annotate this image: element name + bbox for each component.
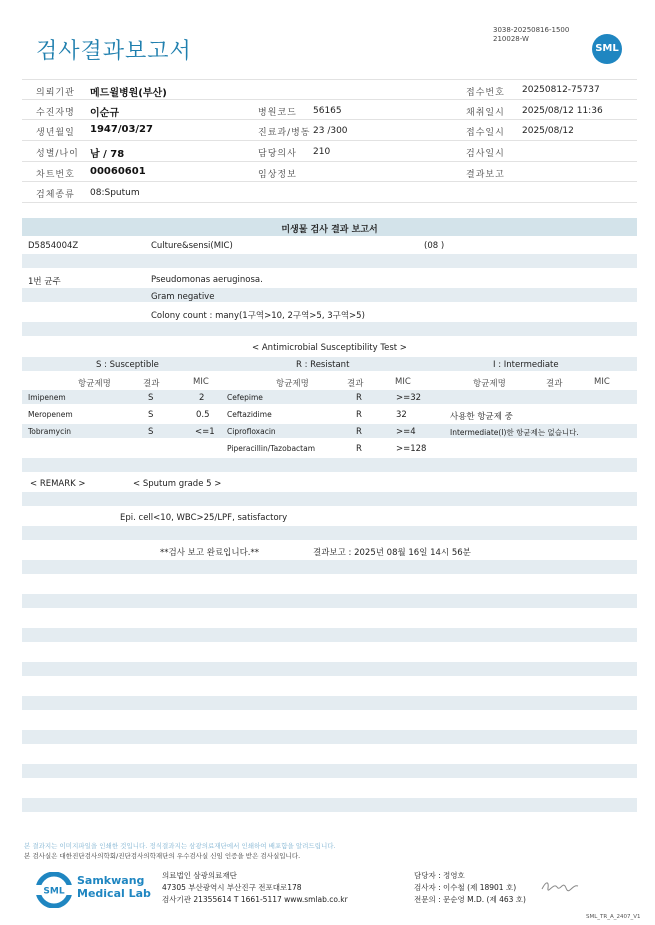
col-result-1: 결과 xyxy=(143,379,160,389)
stripe xyxy=(22,628,637,642)
drug-result: R xyxy=(356,444,362,454)
tester-name: 검사자 : 이수철 (제 18901 호) xyxy=(414,883,517,892)
stripe xyxy=(22,594,637,608)
document-id-line1: 3038-20250816-1500 xyxy=(493,26,570,34)
stripe xyxy=(22,288,637,302)
drug-mic: <=1 xyxy=(195,427,215,437)
test-code-suffix: (08 ) xyxy=(424,241,445,251)
birth-label: 생년월일 xyxy=(36,128,75,138)
stripe xyxy=(22,764,637,778)
divider xyxy=(22,140,637,141)
samkwang-logo-icon xyxy=(36,872,72,908)
document-id xyxy=(493,26,569,44)
birth-value: 1947/03/27 xyxy=(90,124,153,135)
col-drug-3: 항균제명 xyxy=(473,379,506,389)
drug-mic: >=4 xyxy=(396,427,416,437)
col-mic-3: MIC xyxy=(594,377,610,387)
remark-label: < REMARK > xyxy=(30,479,86,489)
drug-name: Tobramycin xyxy=(28,427,72,436)
drug-name: Cefepime xyxy=(227,393,263,402)
patient-name-value: 이순규 xyxy=(90,108,119,119)
certification-note: 본 검사실은 대한진단검사의학회/진단검사의학재단의 우수검사실 신임 인증을 받은 검사실입니다. xyxy=(24,852,301,860)
receipt-date-label: 접수일시 xyxy=(466,128,505,138)
specimen-value: 08:Sputum xyxy=(90,188,140,198)
drug-result: R xyxy=(356,427,362,437)
colony-count: Colony count : many(1구역>10, 2구역>5, 3구역>5) xyxy=(151,311,365,321)
stripe xyxy=(22,254,637,268)
ast-title: < Antimicrobial Susceptibility Test > xyxy=(252,343,407,353)
page-title: 검사결과보고서 xyxy=(36,39,192,64)
collection-date-value: 2025/08/12 11:36 xyxy=(522,106,603,116)
drug-name: Ceftazidime xyxy=(227,410,272,419)
drug-mic: 32 xyxy=(396,410,407,420)
hospital-code-label: 병원코드 xyxy=(258,108,297,118)
doctor-value: 210 xyxy=(313,147,331,157)
col-drug-2: 항균제명 xyxy=(276,379,309,389)
stripe xyxy=(22,696,637,710)
stripe xyxy=(22,322,637,336)
specialist-name: 전문의 : 문순영 M.D. (제 463 호) xyxy=(414,895,526,904)
receipt-no-value: 20250812-75737 xyxy=(522,85,600,95)
collection-date-label: 채취일시 xyxy=(466,108,505,118)
report-section-title: 미생물 검사 결과 보고서 xyxy=(281,225,378,235)
form-code: SML_TR_A_2407_V1 xyxy=(586,914,641,920)
drug-name: Imipenem xyxy=(28,393,66,402)
stripe xyxy=(22,526,637,540)
col-mic-2: MIC xyxy=(395,377,411,387)
divider xyxy=(22,202,637,203)
drug-result: S xyxy=(148,393,154,403)
legend-intermediate: I : Intermediate xyxy=(493,360,559,370)
receipt-date-value: 2025/08/12 xyxy=(522,126,574,136)
image-notice: 본 결과지는 이미지파일을 인쇄한 것입니다. 정식결과지는 삼광의료재단에서 인쇄하여 배포함을 알려드립니다. xyxy=(24,842,336,850)
drug-name: Ciprofloxacin xyxy=(227,427,276,436)
org-address: 47305 부산광역시 부산진구 전포대로178 xyxy=(162,883,302,892)
drug-mic: >=128 xyxy=(396,444,427,454)
drug-result: S xyxy=(148,410,154,420)
divider xyxy=(22,119,637,120)
divider xyxy=(22,181,637,182)
remark-detail: Epi. cell<10, WBC>25/LPF, satisfactory xyxy=(120,513,288,523)
remark-value: < Sputum grade 5 > xyxy=(133,479,222,489)
drug-result: R xyxy=(356,393,362,403)
divider xyxy=(22,79,637,80)
svg-text:SML: SML xyxy=(43,886,65,897)
stripe xyxy=(22,798,637,812)
drug-name: Piperacillin/Tazobactam xyxy=(227,444,316,453)
stripe xyxy=(22,560,637,574)
col-mic-1: MIC xyxy=(193,377,209,387)
stripe xyxy=(22,390,637,404)
dept-ward-label: 진료과/병동 xyxy=(258,128,311,138)
chart-no-value: 00060601 xyxy=(90,166,146,177)
col-drug-1: 항균제명 xyxy=(78,379,111,389)
patient-name-label: 수진자명 xyxy=(36,108,75,118)
footer-logo-brand xyxy=(77,874,151,900)
divider xyxy=(22,99,637,100)
clinical-info-label: 임상정보 xyxy=(258,170,297,180)
stripe xyxy=(22,730,637,744)
drug-mic: >=32 xyxy=(396,393,422,403)
requesting-institution-value: 메드윌병원(부산) xyxy=(90,88,167,99)
test-name: Culture&sensi(MIC) xyxy=(151,241,233,251)
test-code: D5854004Z xyxy=(28,241,79,251)
hospital-code-value: 56165 xyxy=(313,106,342,116)
footer-logo-brand-line1: Samkwang xyxy=(77,874,145,887)
result-report-label: 결과보고 xyxy=(466,170,505,180)
chart-no-label: 차트번호 xyxy=(36,170,75,180)
divider xyxy=(22,161,637,162)
report-time: 결과보고 : 2025년 08월 16일 14시 56분 xyxy=(313,548,471,558)
drug-result: R xyxy=(356,410,362,420)
specimen-label: 검체종류 xyxy=(36,190,75,200)
org-contact: 검사기관 21355614 T 1661-5117 www.smlab.co.kr xyxy=(162,895,348,904)
stripe xyxy=(22,662,637,676)
drug-mic: 2 xyxy=(199,393,205,403)
drug-name: Meropenem xyxy=(28,410,73,419)
intermediate-note-2: Intermediate(I)한 항균제는 없습니다. xyxy=(450,428,579,437)
col-result-2: 결과 xyxy=(347,379,364,389)
legend-susceptible: S : Susceptible xyxy=(96,360,159,370)
sex-age-value: 남 / 78 xyxy=(90,149,125,160)
sml-logo-icon: SML xyxy=(592,34,622,64)
report-complete-note: **검사 보고 완료입니다.** xyxy=(160,548,260,558)
stripe xyxy=(22,492,637,506)
requesting-institution-label: 의뢰기관 xyxy=(36,88,75,98)
doctor-label: 담당의사 xyxy=(258,149,297,159)
org-name: 의료법인 삼광의료재단 xyxy=(162,871,237,880)
manager-name: 담당자 : 정영호 xyxy=(414,871,465,880)
footer-logo-brand-line2: Medical Lab xyxy=(77,887,151,900)
organism-label: 1번 균주 xyxy=(28,277,61,287)
sex-age-label: 성별/나이 xyxy=(36,149,79,159)
stripe xyxy=(22,458,637,472)
drug-mic: 0.5 xyxy=(196,410,210,420)
receipt-no-label: 접수번호 xyxy=(466,88,505,98)
signature-icon xyxy=(540,878,580,894)
dept-ward-value: 23 /300 xyxy=(313,126,348,136)
drug-result: S xyxy=(148,427,154,437)
test-date-label: 검사일시 xyxy=(466,149,505,159)
col-result-3: 결과 xyxy=(546,379,563,389)
legend-resistant: R : Resistant xyxy=(296,360,350,370)
organism-name: Pseudomonas aeruginosa. xyxy=(151,275,263,285)
gram-stain: Gram negative xyxy=(151,292,215,302)
document-id-line2: 210028-W xyxy=(493,35,529,43)
intermediate-note-1: 사용한 항균제 중 xyxy=(450,412,513,422)
